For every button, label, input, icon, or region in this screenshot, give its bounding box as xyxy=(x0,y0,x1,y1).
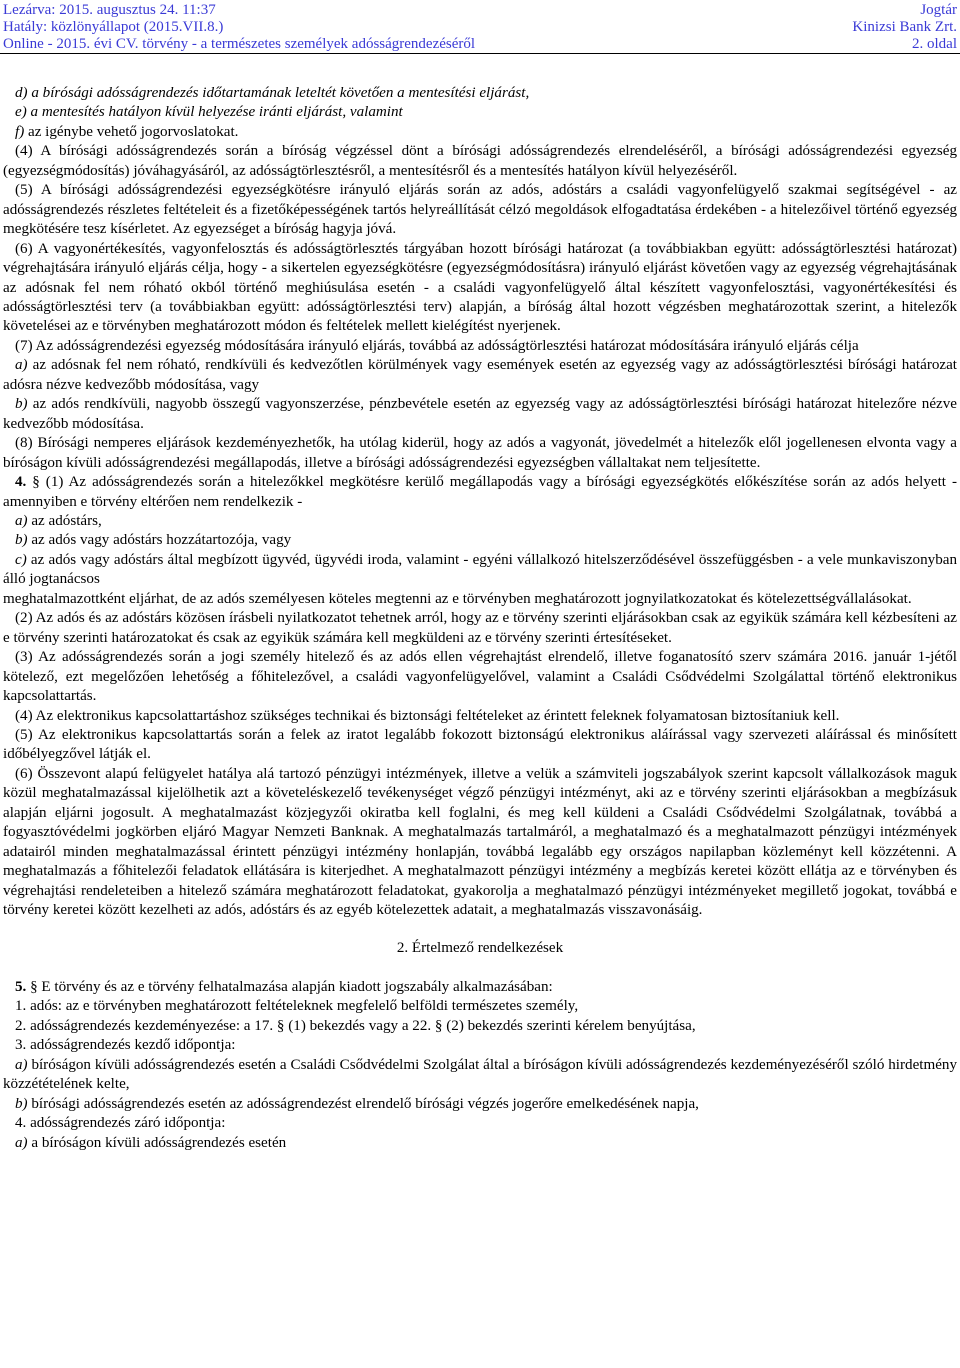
definition-3-a xyxy=(3,1056,957,1095)
section-4-paragraph-1-closing: meghatalmazottként eljárhat, de az adós személyesen köteles megtenni az e törvényben meghatározott jognyilatkozatokat és kötelezettségvállalásokat. xyxy=(3,590,912,607)
definition-4-a-letter: a) xyxy=(15,1134,28,1151)
point-d-letter: d) xyxy=(15,85,28,101)
section-4-point-c xyxy=(3,551,957,590)
definition-3-a-text: bíróságon kívüli adósságrendezés esetén a Családi Csődvédelmi Szolgálat által a bíróságon kívüli adósságrendezés kezdeményezéséről szóló hirdetmény közzétételének kelte, xyxy=(3,1056,957,1093)
section-4-paragraph-2: (2) Az adós és az adóstárs közösen írásbeli nyilatkozatot tehetnek arról, hogy az e törvény szerinti eljárásokban csak az egyikük számára kell kézbesíteni az e törvény szerinti határozatokat és csak az egyikük számára kell megküldeni az e törvény szerinti értesítéseket. xyxy=(3,610,957,646)
section-4-point-a-letter: a) xyxy=(15,512,28,529)
section-4-paragraph-6: (6) Összevont alapú felügyelet hatálya alá tartozó pénzügyi intézmények, illetve a velük a számviteli jogszabályok szerint kapcsolt vállalkozások maguk közül meghatalmazással kijelölhetik azt a követeléskezelő tevékenységet végző pénzügyi intézményt, aki az e törvény szerinti eljárásokban a megbízásuk alapján eljárni jogosult. A meghatalmazást közjegyzői okiratba kell foglalni, és meg kell küldeni a Családi Csődvédelmi Szolgálatnak, továbbá a fogyasztóvédelmi jogkörben eljáró Magyar Nemzeti Banknak. A meghatalmazás tartalmáról, a meghatalmazó és a meghatalmazott pénzügyi intézmények adatairól minden meghatalmazással érintett pénzügyi intézmény honlapján, továbbá legalább egy országos napilapban közleményt kell közzétenni. A meghatalmazás a főhitelezői feladatok ellátására is kiterjedhet. A meghatalmazott pénzügyi intézmény a megbízás keretei között ellátja az e törvényben és végrehajtási rendeleteiben a hitelező számára meghatározott feladatokat, gyakorolja a meghatalmazó pénzügyi intézményeket megillető jogokat, továbbá e törvény keretei között kezelheti az adós, adóstárs és az egyéb kötelezettek adatait, a meghatalmazás visszavonásáig. xyxy=(3,765,957,919)
section-5-intro-text: § E törvény és az e törvény felhatalmazása alapján kiadott jogszabály alkalmazásában: xyxy=(26,978,553,995)
definition-4: 4. adósságrendezés záró időpontja: xyxy=(15,1115,226,1132)
section-4-point-b-letter: b) xyxy=(15,532,28,549)
definition-4-a-text: a bíróságon kívüli adósságrendezés esetén xyxy=(27,1134,287,1151)
section-4-number: 4. xyxy=(15,474,27,491)
section-spacer xyxy=(3,959,957,978)
header-rule xyxy=(0,53,960,54)
section-4-point-c-text: az adós vagy adóstárs által megbízott ügyvéd, ügyvédi iroda, valamint - egyéni vállalkozó hitelszerződésével összefüggésben - a vele munkaviszonyban álló jogtanácsos xyxy=(3,551,957,588)
section-4-paragraph-4: (4) Az elektronikus kapcsolattartáshoz szükséges technikai és biztonsági feltételeket az érintett feleknek folyamatosan biztosítaniuk kell. xyxy=(15,707,840,724)
paragraph-3-8: (8) Bírósági nemperes eljárások kezdeményezhetők, ha utólag kiderül, hogy az adós a vagyonát, jövedelmét a hitelezők elől jogellenesen elvonta vagy a bíróságon kívüli adósságrendezési megállapodás, illetve a bírósági adósságrendezési egyezségben vállaltakat nem teljesítette. xyxy=(3,435,957,471)
paragraph-3-5: (5) A bírósági adósságrendezési egyezségkötésre irányuló eljárás során az adós, adóstárs a családi vagyonfelügyelő szakmai segítségével - az adósságrendezés részletes feltételeit és a fizetőképességének tartós helyreállítását célzó megoldások elfogadtatása érdekében - a hitelezőivel történő egyezség megkötésére tesz kísérletet. Az egyezséget a bíróság hagyja jóvá. xyxy=(3,182,957,238)
section-4-point-b-text: az adós vagy adóstárs hozzátartozója, vagy xyxy=(27,532,292,549)
definition-3-b xyxy=(3,1095,957,1114)
section-spacer xyxy=(3,920,957,939)
section-heading: 2. Értelmező rendelkezések xyxy=(396,940,564,957)
paragraph-3-7-a-text: az adósnak fel nem róható, rendkívüli és kedvezőtlen körülmények vagy események esetén az egyezség vagy az adósságtörlesztési bírósági határozat adósra nézve kedvezőbb módosítása, vagy xyxy=(3,357,957,393)
definition-3: 3. adósságrendezés kezdő időpontja: xyxy=(15,1037,236,1054)
paragraph-3-4: (4) A bírósági adósságrendezés során a bíróság végzéssel dönt a bírósági adósságrendezés elrendeléséről, a bírósági adósságrendezési egyezség (egyezségmódosítás) jóváhagyásáról, az adósságtörlesztésről, a mentesítésről és a mentesítés hatályon kívül helyezéséről. xyxy=(3,143,957,179)
definition-2: 2. adósságrendezés kezdeményezése: a 17. § (1) bekezdés vagy a 22. § (2) bekezdés szerinti kérelem benyújtása, xyxy=(15,1017,696,1034)
point-f-text: az igénybe vehető jogorvoslatokat. xyxy=(24,123,239,140)
section-4-paragraph-5: (5) Az elektronikus kapcsolattartás során a felek az iratot legalább fokozott biztonságú elektronikus aláírással vagy szervezeti aláírással és minősített időbélyegzővel látják el. xyxy=(3,726,957,763)
section-4-point-a-text: az adóstárs, xyxy=(27,512,102,529)
section-4-paragraph-3: (3) Az adósságrendezés során a jogi személy hitelező és az adós ellen végrehajtást elrendelő, illetve foganatosító szerv számára 2016. január 1-jétől kötelező, ezt megelőzően lehetőség a főhitelezővel, a családi vagyonfelügyelővel, valamint a Családi Csődvédelmi Szolgálattal történő elektronikus kapcsolattartás. xyxy=(3,649,957,705)
point-e xyxy=(3,103,957,122)
page-header xyxy=(0,0,960,52)
paragraph-3-7-b-letter: b) xyxy=(15,396,28,413)
header-document-title: Online - 2015. évi CV. törvény - a természetes személyek adósságrendezéséről xyxy=(3,36,476,52)
header-right xyxy=(852,2,957,53)
section-4-point-a xyxy=(3,512,957,531)
point-f xyxy=(3,123,957,142)
paragraph-3-6: (6) A vagyonértékesítés, vagyonfelosztás és adósságtörlesztés tárgyában hozott bírósági határozat (a továbbiakban együtt: adósságtörlesztési határozat) végrehajtására irányuló eljárás célja, hogy - a sikertelen egyezségkötésre (egyezségmódosításra) irányuló eljárást követően vagy az egyezség végrehajtásának az adósnak fel nem róható okból történő meghiúsulása esetén - a családi vagyonfelügyelő által készített vagyonfelosztási, vagyonértékesítési és adósságtörlesztési terv (a továbbiakban együtt: adósságtörlesztési terv) alapján, a bíróság által hozott végzésben meghatározottak szerint, a hitelezők követelései az e törvényben meghatározott módon és feltételek mellett kielégítést nyerjenek. xyxy=(3,240,957,335)
header-effect-state: Hatály: közlönyállapot (2015.VII.8.) xyxy=(3,19,224,35)
header-closed-date: Lezárva: 2015. augusztus 24. 11:37 xyxy=(3,2,216,18)
point-d-text: a bírósági adósságrendezés időtartamának leteltét követően a mentesítési eljárást, xyxy=(27,85,530,101)
header-licensee: Kinizsi Bank Zrt. xyxy=(852,19,957,35)
paragraph-3-7: (7) Az adósságrendezési egyezség módosítására irányuló eljárás, továbbá az adósságtörlesztési határozat módosítására irányuló eljárás célja xyxy=(15,337,859,354)
definition-3-a-letter: a) xyxy=(15,1056,28,1073)
point-d xyxy=(3,84,957,103)
document-body xyxy=(3,84,957,1153)
header-left xyxy=(3,2,475,53)
section-4-paragraph-1 xyxy=(3,473,957,512)
point-e-text: a mentesítés hatályon kívül helyezése iránti eljárást, valamint xyxy=(26,104,403,121)
section-4-paragraph-1-text: § (1) Az adósságrendezés során a hitelezőkkel megkötésre kerülő megállapodás vagy a bírósági egyezségkötés előkészítése során az adós helyett - amennyiben e törvény eltérően nem rendelkezik - xyxy=(3,474,957,510)
paragraph-3-7-a xyxy=(3,356,957,395)
section-5-number: 5. xyxy=(15,978,27,995)
header-page-number: 2. oldal xyxy=(912,36,957,52)
header-app-name: Jogtár xyxy=(920,2,957,18)
definition-3-b-letter: b) xyxy=(15,1095,28,1112)
section-4-point-b xyxy=(3,531,957,550)
definition-1: 1. adós: az e törvényben meghatározott feltételeknek megfelelő belföldi természetes személy, xyxy=(15,998,579,1015)
point-e-letter: e) xyxy=(15,104,27,121)
definition-4-a xyxy=(3,1134,957,1153)
section-5-intro xyxy=(3,978,957,997)
point-f-letter: f) xyxy=(15,123,25,140)
definition-3-b-text: bírósági adósságrendezés esetén az adósságrendezést elrendelő bírósági végzés jogerőre emelkedésének napja, xyxy=(27,1095,699,1112)
paragraph-3-7-b-text: az adós rendkívüli, nagyobb összegű vagyonszerzése, pénzbevétele esetén az egyezség vagy az adósságtörlesztési bírósági határozat hitelezőre nézve kedvezőbb módosítása. xyxy=(3,396,957,432)
paragraph-3-7-b xyxy=(3,395,957,434)
paragraph-3-7-a-letter: a) xyxy=(15,357,28,374)
section-4-point-c-letter: c) xyxy=(15,551,27,568)
